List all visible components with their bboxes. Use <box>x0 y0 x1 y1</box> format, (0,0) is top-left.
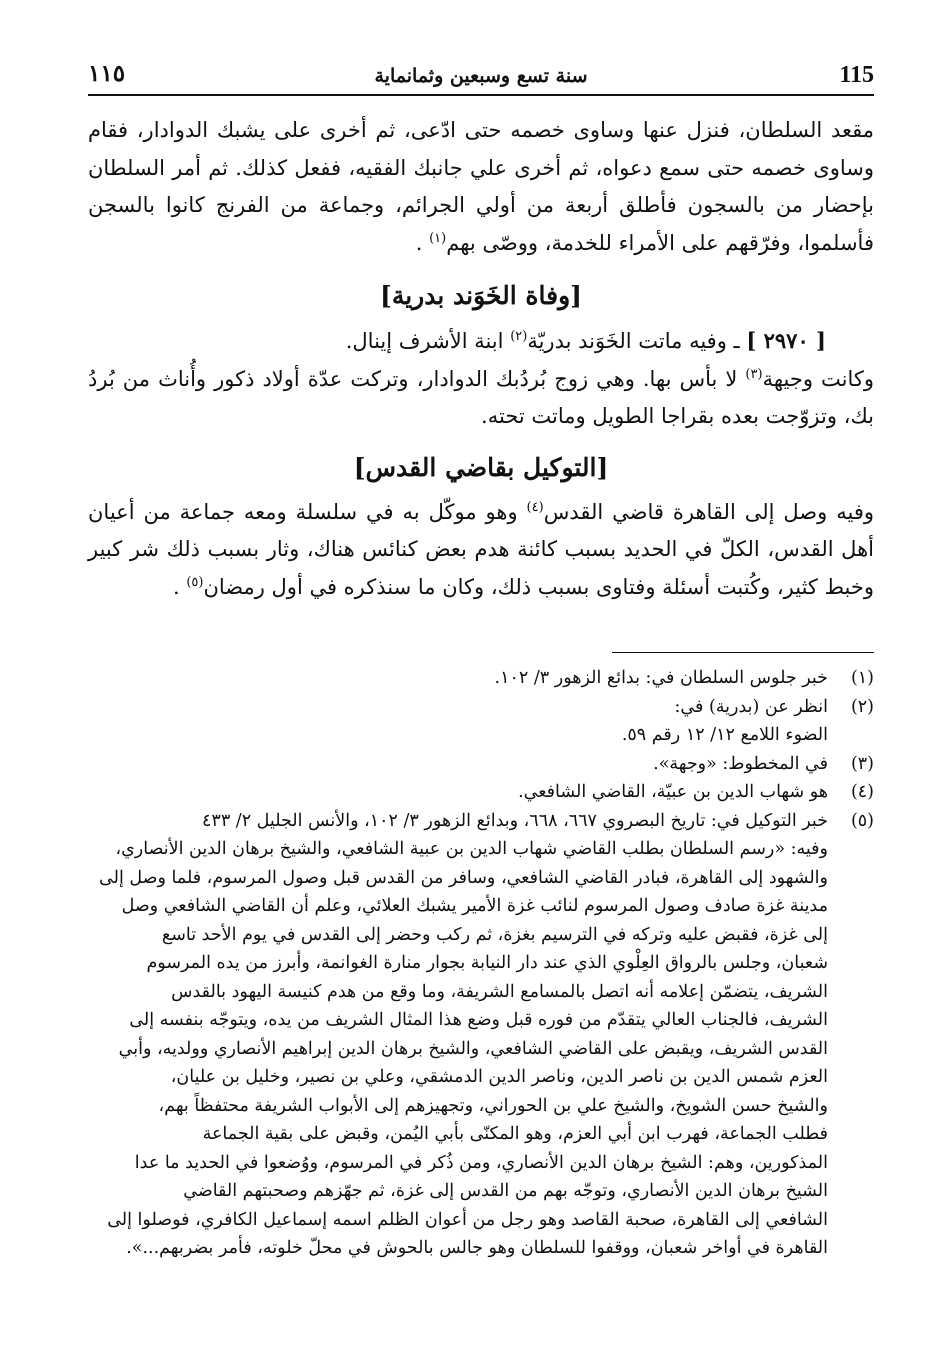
footnote-number: (٤) <box>850 782 874 802</box>
para2-text-a: وكانت وجيهة <box>762 366 874 391</box>
footnote-item <box>88 807 874 1263</box>
entry-number: [ ٢٩٧٠ ] <box>746 328 826 353</box>
footnote-line: في المخطوط: «وجهة». <box>653 753 828 774</box>
entry-text-a: ـ وفيه ماتت الخَوَند بدريّة <box>527 329 740 353</box>
footnote-line: الشافعي إلى القاهرة، صحبة القاصد وهو رجل من أعوان الظلم اسمه إسماعيل الكافري، فوصلوا إلى <box>107 1209 828 1230</box>
page-number-western: 115 <box>839 62 874 88</box>
footnote-line: خبر جلوس السلطان في: بدائع الزهور ٣/ ١٠٢. <box>494 668 828 688</box>
footnote-ref[interactable]: (١) <box>429 230 447 246</box>
footnote-line: وفيه: «رسم السلطان بطلب القاضي شهاب الدين بن عبية الشافعي، والشيخ برهان الدين الأنصاري، <box>115 839 828 859</box>
entry-text-b: ابنة الأشرف إينال. <box>345 329 504 353</box>
footnote-number: (٣) <box>850 753 874 774</box>
footnote-line: القدس الشريف، ويقبض على القاضي الشافعي، والشيخ برهان الدين إبراهيم الأنصاري وولديه، وأبي <box>118 1038 828 1059</box>
footnote-line: المذكورين، وهم: الشيخ برهان الدين الأنصاري، ومن ذُكر في المرسوم، ووُضعوا في الحديد ما عدا <box>134 1152 828 1173</box>
footnote-ref[interactable]: (٣) <box>745 366 763 382</box>
footnote-line: شعبان، وجلس بالرواق العِلْوي الذي عند دار النيابة بجوار منارة الغوانمة، وأبرز من يده المرسوم <box>146 953 828 973</box>
footnote-line: الضوء اللامع ١٢/ ١٢ رقم ٥٩. <box>621 725 828 745</box>
footnote-number: (٥) <box>850 810 874 831</box>
footnote-line: خبر التوكيل في: تاريخ البصروي ٦٦٧، ٦٦٨، وبدائع الزهور ٣/ ١٠٢، والأنس الجليل ٢/ ٤٣٣ <box>202 810 828 831</box>
footnote-number: (١) <box>850 668 874 688</box>
footnote-ref[interactable]: (٢) <box>510 329 528 344</box>
main-text <box>88 112 874 606</box>
footnote-line: الشريف، فالجناب العالي يتقدّم من فوره قبل وضع هذا المثال الشريف من يده، ويتوجّه بنفسه إلى <box>129 1010 828 1030</box>
para3-text-a: وفيه وصل إلى القاهرة قاضي القدس <box>543 499 874 524</box>
page-number-arabic: ١١٥ <box>88 60 126 87</box>
footnote-line: انظر عن (بدرية) في: <box>674 696 828 717</box>
footnote-text <box>88 778 828 807</box>
section-heading-tawkil: [التوكيل بقاضي القدس] <box>353 452 609 482</box>
footnote-item <box>88 664 874 693</box>
footnote-line: الشيخ برهان الدين الأنصاري، وتوجّه بهم من القدس إلى غزة، ثم جهّزهم وصحبتهم القاضي <box>183 1181 828 1201</box>
intro-paragraph: مقعد السلطان، فنزل عنها وساوى خصمه حتى ادّعى، ثم أخرى على يشبك الدوادار، فقام وساوى خصمه حتى سمع دعواه، ثم أخرى علي جانبك الفقيه، ففعل كذلك. ثم أمر السلطان بإحضار من بالسجون فأطلق أربعة من أولي الجرائم، وجماعة من الفرنج كانوا بالسجن فأسلموا، وفرّقهم على الأمراء للخدمة، ووصّى بهم$^{(١)}$ . <box>88 118 874 255</box>
footnotes <box>88 664 874 1263</box>
footnote-text <box>88 664 828 693</box>
footnote-item <box>88 778 874 807</box>
footnote-line: هو شهاب الدين بن عبيّة، القاضي الشافعي. <box>518 782 828 802</box>
book-page <box>88 0 874 1368</box>
entry-2970 <box>88 322 874 361</box>
footnote-line: والشيخ حسن الشويخ، والشيخ علي بن الحوراني، وتجهيزهم إلى الأبواب الشريفة محتفظاً بهم، <box>158 1095 828 1116</box>
footnote-line: الشريف، يتضمّن إعلامه أنه اتصل بالمسامع الشريفة، وما وقع من هدم كنيسة اليهود بالقدس <box>171 981 828 1002</box>
intro-text: مقعد السلطان، فنزل عنها وساوى خصمه حتى ادّعى، ثم أخرى على يشبك الدوادار، فقام وساوى خصمه حتى سمع دعواه، ثم أخرى علي جانبك الفقيه، ففعل كذلك. ثم أمر السلطان بإحضار من بالسجون فأطلق أربعة من أولي الجرائم، وجماعة من الفرنج كانوا بالسجن فأسلموا، وفرّقهم على الأمراء للخدمة، ووصّى بهم <box>88 118 874 255</box>
footnote-ref[interactable]: (٥) <box>186 574 204 590</box>
footnote-text <box>88 807 828 1263</box>
running-title: سنة تسع وسبعين وثمانماية <box>374 65 588 87</box>
paragraph-tawkil: وفيه وصل إلى القاهرة قاضي القدس$^{(٤)}$ وهو موكّل به في سلسلة ومعه جماعة من أعيان أهل القدس، الكلّ في الحديد بسبب كائنة هدم بعض كنائس هناك، وثار بسبب ذلك شر كبير وخبط كثير، وكُتبت أسئلة وفتاوى بسبب ذلك، وكان ما سنذكره في أول رمضان$^{(٥)}$ . <box>88 499 874 599</box>
footnote-item <box>88 750 874 779</box>
footnote-text <box>88 693 828 750</box>
footnote-line: والشهود إلى القاهرة، فبادر القاضي الشافعي، وسافر من القدس قبل وصول المرسوم، فلما وصل إلى <box>99 867 828 888</box>
footnote-line: العزم شمس الدين بن ناصر الدين، وناصر الدين الدمشقي، وعلي بن نصير، وخليل بن عليان، <box>170 1067 828 1087</box>
footnote-item <box>88 693 874 750</box>
footnote-line: مدينة غزة صادف وصول المرسوم لنائب غزة الأمير يشبك العلائي، وعلم أن القاضي الشافعي وصل <box>121 896 828 916</box>
footnote-ref[interactable]: (٤) <box>526 499 544 515</box>
footnote-number: (٢) <box>850 696 874 717</box>
footnote-line: القاهرة في أواخر شعبان، ووقفوا للسلطان وهو جالس بالحوش في محلّ خلوته، فأمر بضربهم...». <box>126 1238 828 1258</box>
para3-text-b: وهو موكّل به في سلسلة ومعه جماعة من أعيان أهل القدس، الكلّ في الحديد بسبب كائنة هدم بعض كنائس هناك، وثار بسبب ذلك شر كبير وخبط كثير، وكُتبت أسئلة وفتاوى بسبب ذلك، وكان ما سنذكره في أول رمضان <box>88 499 874 599</box>
para2-text-b: لا بأس بها. وهي زوج بُردُبك الدوادار، وتركت عدّة أولاد ذكور وأُناث من بُردُ بك، وتزوّجت بعده بقراجا الطويل وماتت تحته. <box>88 366 874 428</box>
footnote-line: فطلب الجماعة، فهرب ابن أبي العزم، وهو المكنّى بأبي اليُمن، وقبض على بقية الجماعة <box>202 1124 828 1144</box>
footnote-line: إلى غزة، فقبض عليه وتركه في الترسيم بغزة، ثم ركب وحضر إلى القدس في يوم الأحد تاسع <box>161 924 828 945</box>
page-header <box>88 60 874 96</box>
paragraph-description <box>88 361 874 436</box>
section-heading-death: [وفاة الخَوَند بدرية] <box>379 281 582 310</box>
footnote-separator <box>612 652 874 653</box>
footnote-text <box>88 750 828 779</box>
